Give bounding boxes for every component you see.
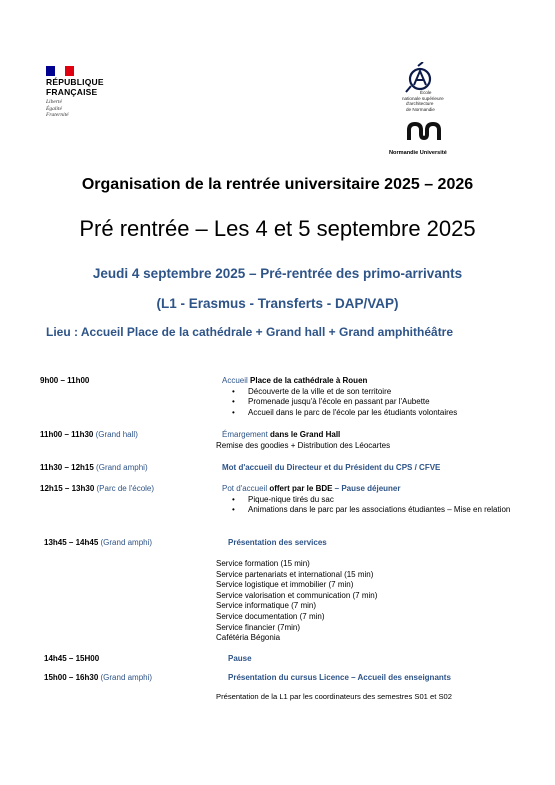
time-text: 15h00 – 16h30 <box>44 673 99 682</box>
schedule-item <box>228 538 528 547</box>
list-item: • Accueil dans le parc de l'école par les étudiants volontaires <box>222 408 522 419</box>
item-line: Présentation de la L1 par les coordinateurs des semestres S01 et S02 <box>216 692 452 701</box>
normandie-universite-logo-icon <box>407 122 441 144</box>
schedule-item <box>228 673 538 682</box>
schedule-time <box>40 376 89 385</box>
schedule-time <box>44 673 152 682</box>
time-location: (Grand amphi) <box>98 673 153 682</box>
page-title: Organisation de la rentrée universitaire 2025 – 2026 <box>81 176 474 193</box>
schedule-time <box>44 538 152 547</box>
time-location: (Parc de l'école) <box>94 484 155 493</box>
motto-fraternite: Fraternité <box>46 112 69 118</box>
time-location: (Grand hall) <box>93 430 138 439</box>
list-item: Cafétéria Bégonia <box>216 633 281 643</box>
item-heading: Place de la cathédrale à Rouen <box>247 376 368 385</box>
item-heading-blue: Pause <box>228 654 252 663</box>
ensa-line: d'architecture <box>406 101 434 107</box>
schedule-item <box>222 463 532 472</box>
item-line: Remise des goodies + Distribution des Léocartes <box>216 440 391 450</box>
republique-logo-text <box>46 78 104 97</box>
item-heading-blue: Émargement <box>222 430 268 439</box>
list-item: • Animations dans le parc par les associations étudiantes – Mise en relation <box>222 505 527 516</box>
list-item: Service informatique (7 min) <box>216 601 317 611</box>
item-heading-blue: Présentation du cursus Licence – Accueil des enseignants <box>228 673 451 682</box>
day-heading: Jeudi 4 septembre 2025 – Pré-rentrée des primo-arrivants <box>92 266 463 281</box>
bullet-list <box>222 495 527 516</box>
schedule-time <box>40 463 148 472</box>
schedule-item <box>228 654 528 663</box>
services-list <box>216 559 526 644</box>
schedule-item <box>216 430 526 451</box>
item-heading-blue: Mot d'accueil du Directeur et du Président du CPS / CFVE <box>222 463 441 472</box>
rf-line2: FRANÇAISE <box>46 86 98 97</box>
republique-flag-icon <box>46 66 74 76</box>
item-heading: dans le Grand Hall <box>267 430 341 439</box>
schedule-time <box>44 654 99 663</box>
republique-motto <box>46 99 69 119</box>
motto-egalite: Égalité <box>46 105 62 112</box>
ensa-line: École <box>420 90 432 95</box>
time-location: (Grand amphi) <box>98 538 153 547</box>
normandie-universite-text: Normandie Université <box>389 150 447 156</box>
time-text: 11h30 – 12h15 <box>40 463 94 472</box>
bullet-list <box>222 387 522 419</box>
ensa-line: de Normandie <box>406 106 435 112</box>
schedule-item <box>222 376 522 418</box>
list-item: Service valorisation et communication (7 min) <box>216 590 378 600</box>
schedule-time <box>40 484 154 493</box>
time-text: 12h15 – 13h30 <box>40 484 95 493</box>
time-text: 9h00 – 11h00 <box>40 376 90 385</box>
time-text: 13h45 – 14h45 <box>44 538 99 547</box>
motto-liberte: Liberté <box>46 99 62 105</box>
list-item: Service financier (7min) <box>216 622 301 632</box>
list-item: • Découverte de la ville et de son territoire <box>222 387 522 398</box>
rf-line1: RÉPUBLIQUE <box>46 77 104 87</box>
list-item: Service partenariats et international (15 min) <box>216 569 374 579</box>
item-heading-blue: Pot d'accueil <box>222 484 268 493</box>
schedule-time <box>40 430 138 439</box>
list-item: • Pique-nique tirés du sac <box>222 495 527 506</box>
list-item: Service formation (15 min) <box>216 559 310 568</box>
item-heading-blue: Présentation des services <box>228 538 327 547</box>
time-text: 14h45 – 15H00 <box>44 654 100 663</box>
schedule-item <box>222 484 527 516</box>
ensa-line: nationale supérieure <box>402 95 444 101</box>
list-item: Service documentation (7 min) <box>216 611 325 621</box>
time-location: (Grand amphi) <box>93 463 148 472</box>
page-subtitle: Pré rentrée – Les 4 et 5 septembre 2025 <box>79 216 476 241</box>
time-text: 11h00 – 11h30 <box>40 430 94 439</box>
list-item: Service logistique et immobilier (7 min) <box>216 580 354 590</box>
item-heading-blue: Accueil <box>222 376 248 385</box>
venue-heading: Lieu : Accueil Place de la cathédrale + Grand hall + Grand amphithéâtre <box>46 325 454 339</box>
list-item: • Promenade jusqu'à l'école en passant par l'Aubette <box>222 397 522 408</box>
item-heading-blue: – Pause déjeuner <box>332 484 401 493</box>
item-heading: offert par le BDE <box>267 484 333 493</box>
audience-heading: (L1 - Erasmus - Transferts - DAP/VAP) <box>156 296 399 311</box>
ensa-logo-text <box>402 90 462 112</box>
